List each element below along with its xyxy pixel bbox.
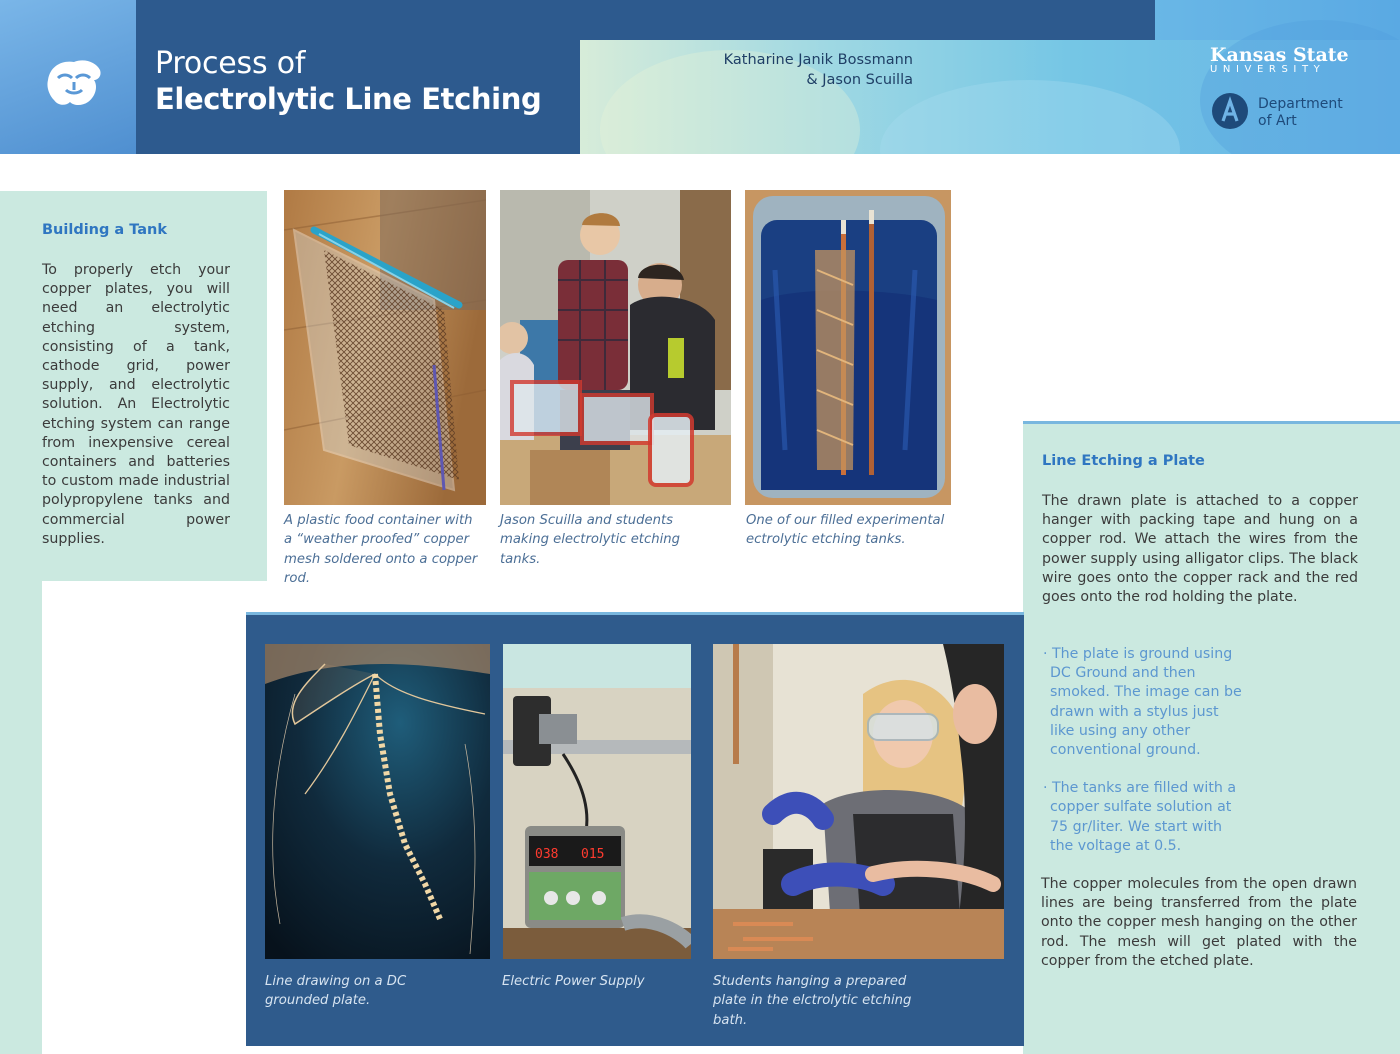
building-tank-title: Building a Tank [42, 222, 168, 238]
line-etching-title: Line Etching a Plate [1042, 453, 1205, 469]
photo-power-supply [503, 644, 691, 959]
poster-title-line2: Electrolytic Line Etching [155, 82, 542, 116]
author-line-2: & Jason Scuilla [806, 72, 913, 88]
department-a-icon [1211, 92, 1249, 130]
photo-copper-mesh-container [284, 190, 486, 505]
display-left-readout: 038 [535, 847, 559, 862]
logo-block [0, 0, 136, 154]
caption-students-bath: Students hanging a prepared plate in the elctrolytic etching bath. [713, 974, 912, 1028]
caption-power-supply: Electric Power Supply [502, 974, 645, 989]
caption-copper-mesh: A plastic food container with a “weather proofed” copper mesh soldered onto a copper rod. [284, 513, 478, 586]
authors [724, 50, 913, 90]
poster-header [0, 0, 1400, 154]
photo-filled-tank [745, 190, 951, 505]
university-name: Kansas State [1210, 44, 1349, 66]
bullet-item-ground: · The plate is ground using DC Ground and then smoked. The image can be drawn with a stylus just like using any other conventional ground. [1043, 646, 1242, 759]
line-etching-bullets [1040, 645, 1246, 875]
department-label [1258, 96, 1343, 130]
university-subtitle: UNIVERSITY [1210, 64, 1326, 75]
poster-title-line1: Process of [155, 46, 306, 81]
photo-students-bath [713, 644, 1004, 959]
left-mint-strip [0, 581, 42, 1054]
university-logo [1210, 44, 1349, 75]
right-panel-rule [1023, 421, 1400, 424]
department-line-1: Department [1258, 96, 1343, 112]
line-etching-body-1: The drawn plate is attached to a copper hanger with packing tape and hung on a copper rod. We attach the wires from the power supply using alligator clips. The black wire goes onto the copper rack and the red goes onto the rod holding the plate. [1042, 493, 1358, 606]
bullet-item-solution: · The tanks are filled with a copper sulfate solution at 75 gr/liter. We start with the voltage at 0.5. [1043, 780, 1237, 854]
photo-dragonfly-plate [265, 644, 490, 959]
caption-making-tanks: Jason Scuilla and students making electrolytic etching tanks. [500, 513, 680, 567]
building-tank-body: To properly etch your copper plates, you will need an electrolytic etching system, consisting of a tank, cathode grid, power supply, and electrolytic solution. An Electrolytic etching system can range from inexpensive cereal containers and batteries to custom made industrial polypropylene tanks and commercial power supplies. [42, 262, 230, 547]
header-top-strip [580, 0, 1155, 40]
department-line-2: of Art [1258, 113, 1297, 129]
wildcat-icon [44, 56, 104, 108]
photo-making-tanks [500, 190, 731, 505]
line-etching-body-2: The copper molecules from the open drawn lines are being transferred from the plate onto the copper mesh hanging on the other rod. The mesh will get plated with the copper from the etched plate. [1041, 876, 1357, 969]
caption-dragonfly-plate: Line drawing on a DC grounded plate. [265, 974, 407, 1009]
caption-filled-tank: One of our filled experimental ectrolytic etching tanks. [746, 513, 945, 548]
author-line-1: Katharine Janik Bossmann [723, 52, 913, 68]
display-right-readout: 015 [581, 847, 605, 862]
